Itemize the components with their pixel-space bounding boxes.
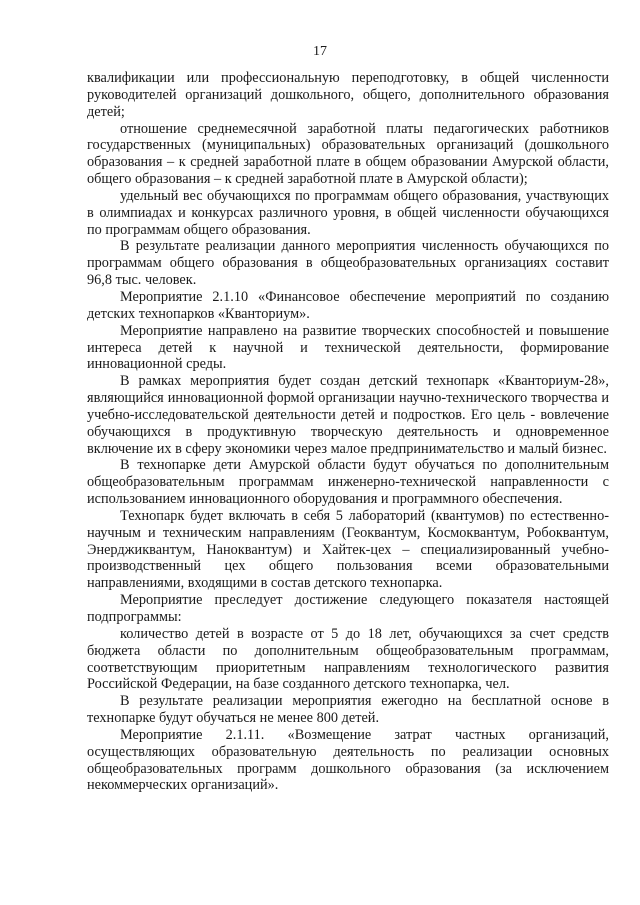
paragraph-2: отношение среднемесячной заработной платы педагогических работников государственных (муниципальных) образовательных организаций (дошкольного образования – к средней заработной плате в общем образовании Амурской области, общего образования – к средней заработной плате в Амурской области); — [87, 120, 609, 188]
paragraph-8: В технопарке дети Амурской области будут обучаться по дополнительным общеобразовательным программам инженерно-технической направленности с использованием инновационного оборудования и программного обеспечения. — [87, 457, 609, 508]
page-number: 17 — [313, 44, 327, 59]
paragraph-9: Технопарк будет включать в себя 5 лабораторий (квантумов) по естественно-научным и техническим направлениям (Геоквантум, Космоквантум, Робоквантум, Энерджиквантум, Наноквантум) и Хайтек-цех – специализированный учебно-производственный цех общего пользования всеми образовательными направлениями, входящими в состав детского технопарка. — [87, 507, 609, 592]
paragraph-6: Мероприятие направлено на развитие творческих способностей и повышение интереса детей к научной и технической деятельности, формирование инновационной среды. — [87, 322, 609, 373]
paragraph-1: квалификации или профессиональную переподготовку, в общей численности руководителей организаций дошкольного, общего, дополнительного образования детей; — [87, 70, 609, 120]
paragraph-13: Мероприятие 2.1.11. «Возмещение затрат частных организаций, осуществляющих образовательную деятельность по реализации основных общеобразовательных программ дошкольного образования (за исключением некоммерческих организаций». — [87, 726, 609, 794]
paragraph-12: В результате реализации мероприятия ежегодно на бесплатной основе в технопарке будут обучаться не менее 800 детей. — [87, 693, 609, 727]
paragraph-11: количество детей в возрасте от 5 до 18 лет, обучающихся за счет средств бюджета области по дополнительным общеобразовательным программам, соответствующим приоритетным направлениям технологического развития Российской Федерации, на базе созданного детского технопарка, чел. — [87, 625, 609, 693]
paragraph-5: Мероприятие 2.1.10 «Финансовое обеспечение мероприятий по созданию детских технопарков «Кванториум». — [87, 288, 609, 322]
paragraph-10: Мероприятие преследует достижение следующего показателя настоящей подпрограммы: — [87, 592, 609, 625]
paragraph-3: удельный вес обучающихся по программам общего образования, участвующих в олимпиадах и конкурсах различного уровня, в общей численности обучающихся по программам общего образования. — [87, 187, 609, 238]
paragraph-7: В рамках мероприятия будет создан детский технопарк «Кванториум-28», являющийся инновационной формой организации научно-технического творчества и учебно-исследовательской деятельности детей и подростков. Его цель - вовлечение обучающихся в продуктивную творческую деятельность и одновременное включение их в сферу экономики через малое предпринимательство и малый бизнес. — [87, 373, 609, 457]
body-text — [87, 70, 609, 794]
paragraph-4: В результате реализации данного мероприятия численность обучающихся по программам общего образования в общеобразовательных организациях составит 96,8 тыс. человек. — [87, 238, 609, 289]
